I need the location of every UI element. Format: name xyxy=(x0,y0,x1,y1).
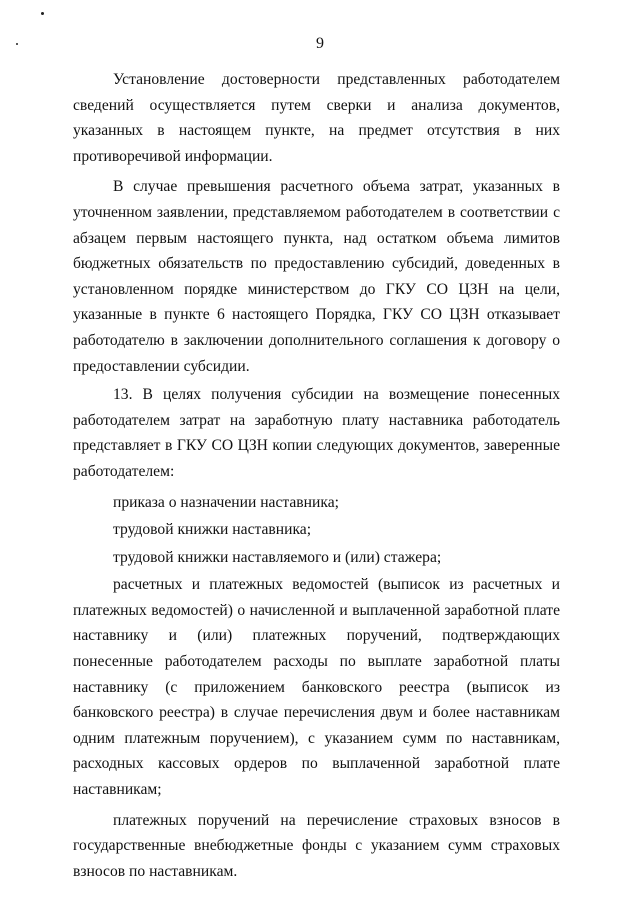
list-item-insurance-payments: платежных поручений на перечисление страховых взносов в государственные внебюджетные фонды с указанием сумм страховых взносов по наставникам. xyxy=(73,811,560,880)
page-number: 9 xyxy=(316,35,324,52)
list-item-order: приказа о назначении наставника; xyxy=(113,493,339,511)
list-item-mentor-workbook: трудовой книжки наставника; xyxy=(113,521,312,539)
list-item-mentee-workbook: трудовой книжки наставляемого и (или) стажера; xyxy=(113,548,442,566)
paragraph-excess-costs: В случае превышения расчетного объема затрат, указанных в уточненном заявлении, представляемом работодателем в соответствии с абзацем первым настоящего пункта, над остатком объема лимитов бюджетных обязательств по предоставлению субсидий, доведенных в установленном порядке министерством до ГКУ СО ЦЗН на цели, указанные в пункте 6 настоящего Порядка, ГКУ СО ЦЗН отказывает работодателю в заключении дополнительного соглашения к договору о предоставлении субсидии. xyxy=(73,178,560,375)
paragraph-item-13: 13. В целях получения субсидии на возмещение понесенных работодателем затрат на заработную плату наставника работодатель представляет в ГКУ СО ЦЗН копии следующих документов, заверенные работодателем: xyxy=(73,386,560,480)
scan-speck xyxy=(41,12,44,15)
document-body xyxy=(73,67,560,884)
paragraph-verification: Установление достоверности представленных работодателем сведений осуществляется путем сверки и анализа документов, указанных в настоящем пункте, на предмет отсутствия в них противоречивой информации. xyxy=(73,71,560,165)
list-item-payroll-statements: расчетных и платежных ведомостей (выписок из расчетных и платежных ведомостей) о начисленной и выплаченной заработной плате наставнику и (или) платежных поручений, подтверждающих понесенные работодателем расходы по выплате заработной платы наставнику (с приложением банковского реестра (выписок из банковского реестра) в случае перечисления двум и более наставникам одним платежным поручением), с указанием сумм по наставникам, расходных кассовых ордеров по выплаченной заработной плате наставникам; xyxy=(73,576,560,799)
